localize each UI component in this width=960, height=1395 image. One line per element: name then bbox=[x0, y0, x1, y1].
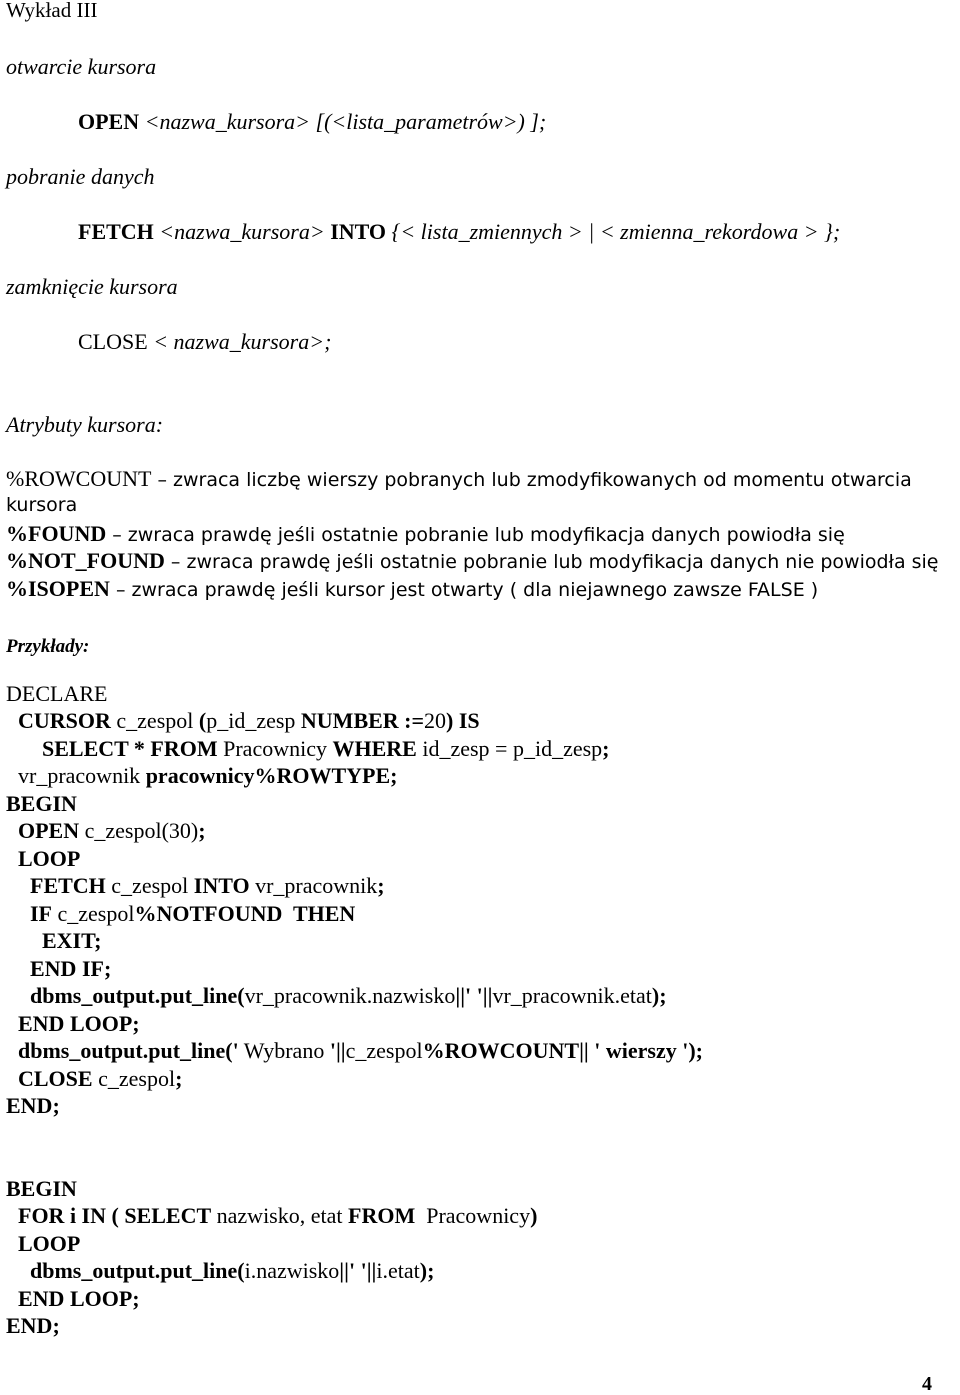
code-line: BEGIN bbox=[6, 791, 77, 816]
code-line: BEGIN bbox=[6, 1176, 77, 1201]
code-line: DECLARE bbox=[6, 681, 108, 706]
section-heading-close: zamknięcie kursora bbox=[6, 274, 178, 299]
code-line: dbms_output.put_line(vr_pracownik.nazwisko||' '||vr_pracownik.etat); bbox=[30, 983, 667, 1008]
attr-notfound: %NOT_FOUND – zwraca prawdę jeśli ostatnie pobranie lub modyfikacja danych nie powiodła się bbox=[6, 548, 939, 573]
attr-rowcount: %ROWCOUNT – zwraca liczbę wierszy pobranych lub zmodyfikowanych od momentu otwarcia bbox=[6, 466, 912, 491]
attributes-heading: Atrybuty kursora: bbox=[6, 412, 164, 437]
page-title: Wykład III bbox=[6, 0, 98, 22]
attr-isopen: %ISOPEN – zwraca prawdę jeśli kursor jest otwarty ( dla niejawnego zawsze FALSE ) bbox=[6, 576, 819, 601]
code-line: dbms_output.put_line(i.nazwisko||' '||i.etat); bbox=[30, 1258, 435, 1283]
code-line: EXIT; bbox=[42, 928, 102, 953]
section-heading-open: otwarcie kursora bbox=[6, 54, 157, 79]
code-line: FOR i IN ( SELECT nazwisko, etat FROM Pracownicy) bbox=[18, 1203, 538, 1228]
section-heading-fetch: pobranie danych bbox=[6, 164, 155, 189]
close-syntax: CLOSE < nazwa_kursora>; bbox=[78, 329, 332, 354]
page-number: 4 bbox=[922, 1373, 932, 1395]
code-line: OPEN c_zespol(30); bbox=[18, 818, 206, 843]
code-line: END; bbox=[6, 1313, 60, 1338]
fetch-syntax: FETCH <nazwa_kursora> INTO {< lista_zmiennych > | < zmienna_rekordowa > }; bbox=[78, 219, 841, 244]
code-line: dbms_output.put_line(' Wybrano '||c_zespol%ROWCOUNT|| ' wierszy '); bbox=[18, 1038, 703, 1063]
attr-found: %FOUND – zwraca prawdę jeśli ostatnie pobranie lub modyfikacja danych powiodła się bbox=[6, 521, 845, 546]
open-syntax: OPEN <nazwa_kursora> [(<lista_parametrów>) ]; bbox=[78, 109, 547, 134]
code-line: END IF; bbox=[30, 956, 112, 981]
code-line: END LOOP; bbox=[18, 1011, 140, 1036]
code-line: FETCH c_zespol INTO vr_pracownik; bbox=[30, 873, 385, 898]
code-line: LOOP bbox=[18, 1231, 81, 1256]
code-line: IF c_zespol%NOTFOUND THEN bbox=[30, 901, 356, 926]
code-line: END; bbox=[6, 1093, 60, 1118]
examples-heading: Przykłady: bbox=[6, 636, 90, 657]
code-line: SELECT * FROM Pracownicy WHERE id_zesp = p_id_zesp; bbox=[42, 736, 610, 761]
code-line: vr_pracownik pracownicy%ROWTYPE; bbox=[18, 763, 398, 788]
code-line: CLOSE c_zespol; bbox=[18, 1066, 183, 1091]
code-line: LOOP bbox=[18, 846, 81, 871]
code-line: END LOOP; bbox=[18, 1286, 140, 1311]
attr-rowcount-cont: kursora bbox=[6, 494, 78, 516]
code-line: CURSOR c_zespol (p_id_zesp NUMBER :=20) IS bbox=[18, 708, 480, 733]
